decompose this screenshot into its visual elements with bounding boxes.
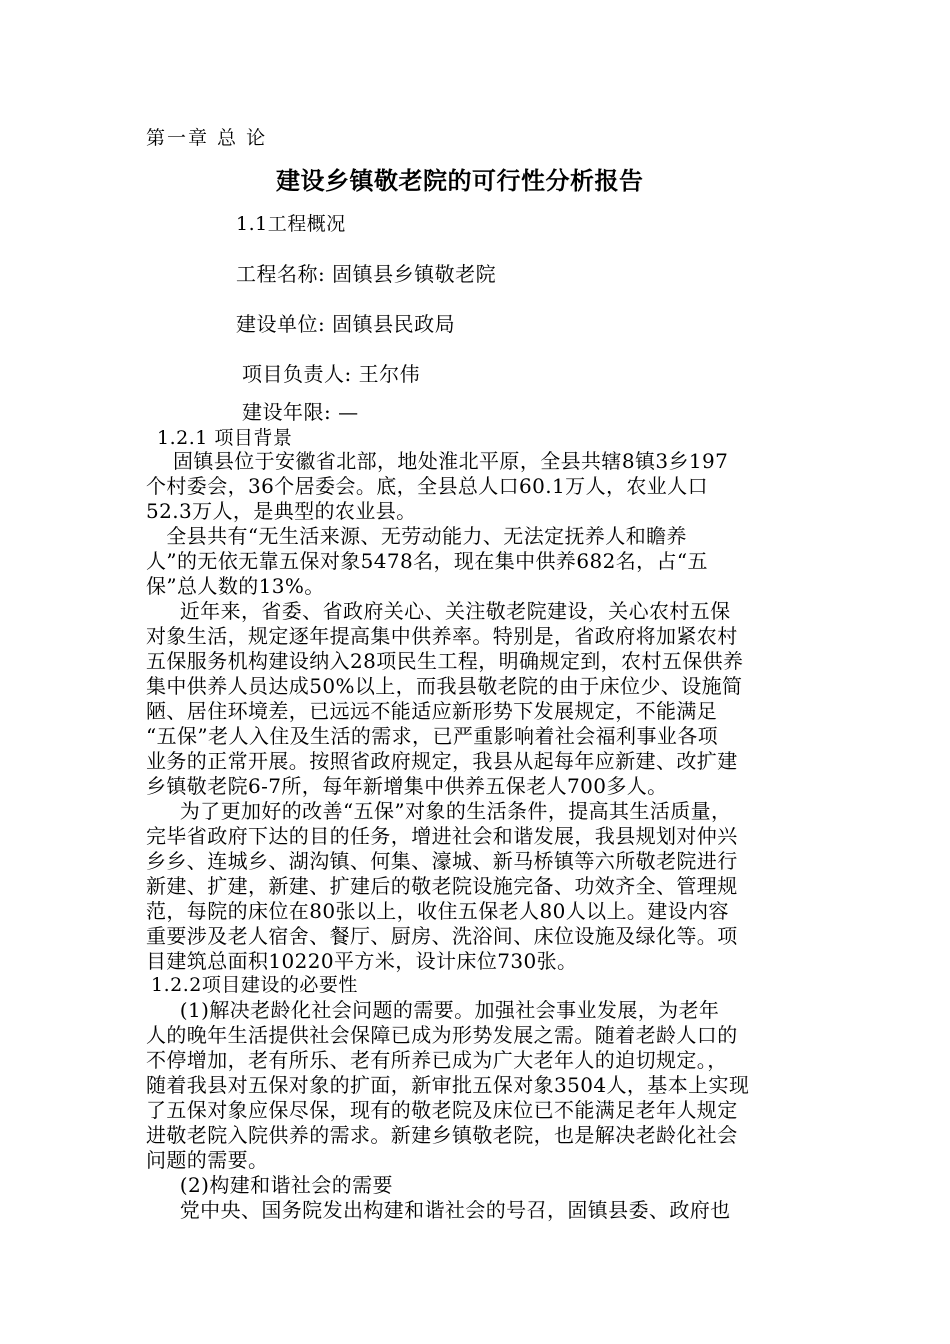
paragraph-line: 近年来，省委、省政府关心、关注敬老院建设，关心农村五保 — [146, 599, 731, 623]
paragraph-line: 范，每院的床位在80张以上，收住五保老人80人以上。建设内容 — [146, 899, 729, 923]
necessity-text — [146, 998, 806, 1223]
paragraph-line: 陋、居住环境差，已远远不能适应新形势下发展规定，不能满足 — [146, 699, 718, 723]
paragraph-line: 党中央、国务院发出构建和谐社会的号召，固镇县委、政府也 — [146, 1198, 731, 1222]
chapter-heading: 第一章 总 论 — [146, 127, 268, 149]
project-name-field: 工程名称: 固镇县乡镇敬老院 — [236, 262, 497, 286]
period-field: 建设年限: — — [242, 400, 359, 424]
paragraph-line: 完毕省政府下达的目的任务，增进社会和谐发展，我县规划对仲兴 — [146, 824, 738, 848]
background-text — [146, 449, 806, 974]
paragraph-line: 人的晚年生活提供社会保障已成为形势发展之需。随着老龄人口的 — [146, 1023, 738, 1047]
paragraph-line: 了五保对象应保尽保，现有的敬老院及床位已不能满足老年人规定 — [146, 1098, 738, 1122]
paragraph-line: “五保”老人入住及生活的需求，已严重影响着社会福利事业各项 — [146, 724, 719, 748]
paragraph-line: (1)解决老龄化社会问题的需要。加强社会事业发展，为老年 — [146, 998, 720, 1022]
paragraph-line: 为了更加好的改善“五保”对象的生活条件，提高其生活质量， — [146, 799, 732, 823]
paragraph-line: 乡乡、连城乡、湖沟镇、何集、濠城、新马桥镇等六所敬老院进行 — [146, 849, 738, 873]
paragraph-line: 人”的无依无靠五保对象5478名，现在集中供养682名，占“五 — [146, 549, 708, 573]
report-title: 建设乡镇敬老院的可行性分析报告 — [276, 167, 644, 195]
paragraph-line: 固镇县位于安徽省北部，地处淮北平原，全县共辖8镇3乡197 — [146, 449, 729, 473]
paragraph-line: 随着我县对五保对象的扩面，新审批五保对象3504人，基本上实现 — [146, 1073, 750, 1097]
paragraph-line: 新建、扩建，新建、扩建后的敬老院设施完备、功效齐全、管理规 — [146, 874, 738, 898]
paragraph-line: 五保服务机构建设纳入28项民生工程，明确规定到，农村五保供养 — [146, 649, 744, 673]
paragraph-line: 个村委会，36个居委会。底，全县总人口60.1万人，农业人口 — [146, 474, 708, 498]
paragraph-line: 对象生活，规定逐年提高集中供养率。特别是，省政府将加紧农村 — [146, 624, 738, 648]
paragraph-line: 进敬老院入院供养的需求。新建乡镇敬老院，也是解决老龄化社会 — [146, 1123, 738, 1147]
paragraph-line: 问题的需要。 — [146, 1148, 269, 1172]
paragraph-line: (2)构建和谐社会的需要 — [146, 1173, 393, 1197]
leader-field: 项目负责人: 王尔伟 — [242, 362, 421, 386]
paragraph-line: 全县共有“无生活来源、无劳动能力、无法定抚养人和瞻养 — [146, 524, 687, 548]
section-heading-necessity: 1.2.2项目建设的必要性 — [151, 974, 358, 996]
paragraph-line: 保”总人数的13%。 — [146, 574, 325, 598]
paragraph-line: 乡镇敬老院6-7所，每年新增集中供养五保老人700多人。 — [146, 774, 668, 798]
paragraph-line: 重要涉及老人宿舍、餐厅、厨房、洗浴间、床位设施及绿化等。项 — [146, 924, 738, 948]
paragraph-line: 目建筑总面积10220平方米，设计床位730张。 — [146, 949, 578, 973]
paragraph-line: 业务的正常开展。按照省政府规定，我县从起每年应新建、改扩建 — [146, 749, 738, 773]
paragraph-line: 集中供养人员达成50%以上，而我县敬老院的由于床位少、设施简 — [146, 674, 743, 698]
paragraph-line: 52.3万人，是典型的农业县。 — [146, 499, 417, 523]
section-heading-overview: 1.1工程概况 — [236, 213, 346, 235]
paragraph-line: 不停增加，老有所乐、老有所养已成为广大老年人的迫切规定。， — [146, 1048, 728, 1072]
builder-field: 建设单位: 固镇县民政局 — [236, 312, 456, 336]
section-heading-background: 1.2.1 项目背景 — [157, 427, 293, 449]
